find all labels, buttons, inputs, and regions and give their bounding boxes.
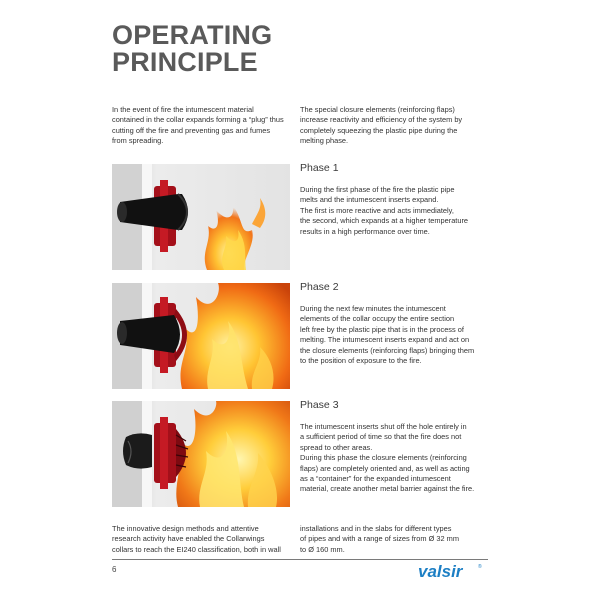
phase-1-title: Phase 1 xyxy=(300,162,339,174)
phase-3-title: Phase 3 xyxy=(300,399,339,411)
intro-paragraph-right: The special closure elements (reinforcing flaps) increase reactivity and efficiency of the system by completely squeezing the plastic pipe during the melting phase. xyxy=(300,105,463,146)
page-number: 6 xyxy=(112,565,117,574)
phase-3-description: The intumescent inserts shut off the hole entirely in a sufficient period of time so that the fire does not spread to other areas. During this phase the closure elements (reinforcing flaps) are completely oriented and, as well as acting as a “container” for the expanded intumescent material, create another metal barrier against the fire. xyxy=(300,422,475,494)
page-title-line-1: OPERATING xyxy=(112,20,273,50)
phase-1-description: During the first phase of the fire the plastic pipe melts and the intumescent inserts expand. The first is more reactive and acts immediately, the second, which expands at a higher temperature results in a high performance over time. xyxy=(300,185,469,236)
footer-divider xyxy=(112,559,488,560)
phase-3-illustration xyxy=(112,401,290,507)
valsir-logo xyxy=(418,562,486,580)
intro-paragraph-left: In the event of fire the intumescent material contained in the collar expands forming a “plug” thus cutting off the fire and preventing gas and fumes from spreading. xyxy=(112,105,284,146)
phase-2-title: Phase 2 xyxy=(300,281,339,293)
phase-2-description: During the next few minutes the intumescent elements of the collar occupy the entire section left free by the plastic pipe that is in the process of melting. The intumescent inserts expand and act on the closure elements (reinforcing flaps) bringing them to the position of exposure to the fire. xyxy=(300,304,475,366)
logo-registered-mark: ® xyxy=(478,564,482,570)
outro-paragraph-left: The innovative design methods and attentive research activity have enabled the Collarwings collars to reach the EI240 classification, both in wall xyxy=(112,524,281,554)
phase-2-illustration xyxy=(112,283,290,389)
outro-paragraph-right: installations and in the slabs for different types of pipes and with a range of sizes from Ø 32 mm to Ø 160 mm. xyxy=(300,524,459,554)
phase-1-illustration xyxy=(112,164,290,270)
logo-wordmark: valsir xyxy=(418,562,463,580)
page-title xyxy=(112,22,272,76)
page-title-line-2: PRINCIPLE xyxy=(112,47,258,77)
